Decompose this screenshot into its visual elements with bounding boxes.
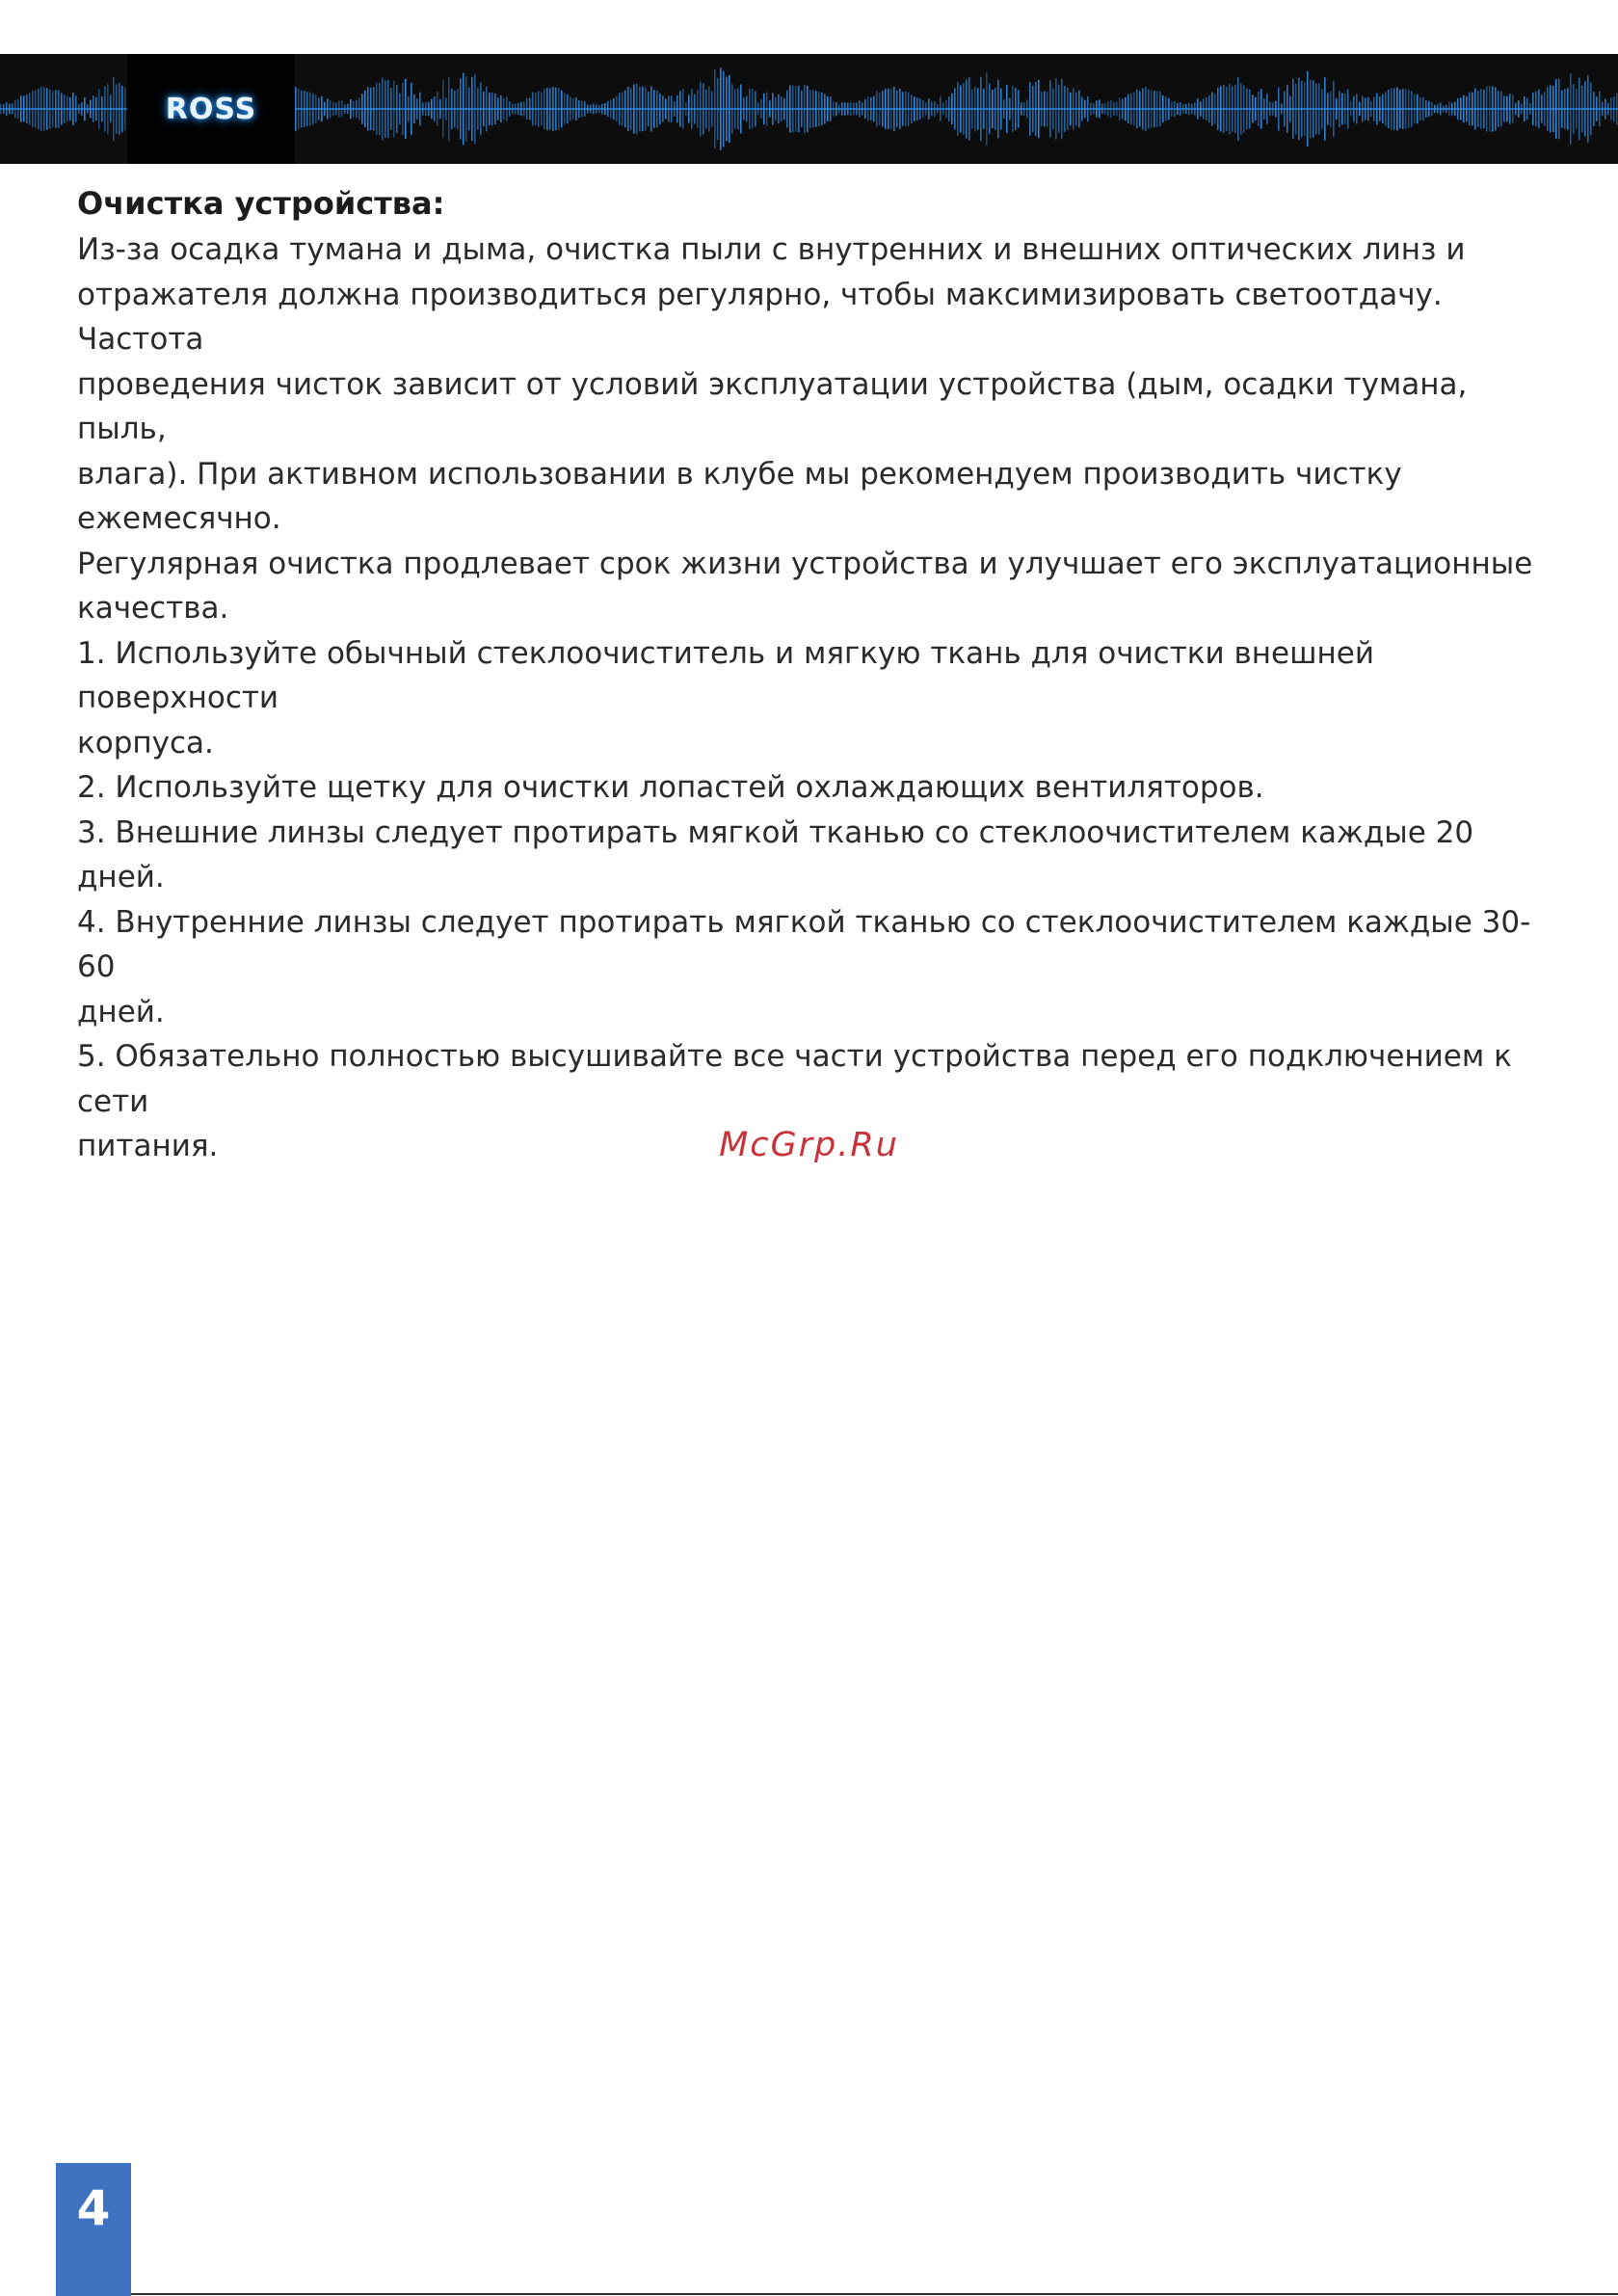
watermark: McGrp.Ru: [719, 1126, 899, 1164]
main-content: [77, 181, 1561, 1169]
list-item-5: 5. Обязательно полностью высушивайте все части устройства перед его подключением к сети: [77, 1039, 1512, 1119]
text-line-6: качества.: [77, 591, 229, 626]
text-line-2: отражателя должна производиться регулярно, чтобы максимизировать светоотдачу. Частота: [77, 277, 1443, 357]
list-item-1: 1. Используйте обычный стеклоочиститель и мягкую ткань для очистки внешней поверхности: [77, 635, 1374, 715]
list-item-2: 2. Используйте щетку для очистки лопастей охлаждающих вентиляторов.: [77, 770, 1264, 805]
text-line-1: Из-за осадка тумана и дыма, очистка пыли с внутренних и внешних оптических линз и: [77, 232, 1466, 267]
list-item-4: 4. Внутренние линзы следует протирать мягкой тканью со стеклоочистителем каждые 30-60: [77, 904, 1531, 984]
header-banner: [0, 54, 1618, 164]
text-line-4: влага). При активном использовании в клубе мы рекомендуем производить чистку ежемесячно.: [77, 456, 1402, 536]
footer-divider: [131, 2293, 1618, 2295]
list-item-4-cont: дней.: [77, 994, 165, 1029]
list-item-5-cont: питания.: [77, 1129, 219, 1163]
text-line-5: Регулярная очистка продлевает срок жизни устройства и улучшает его эксплуатационные: [77, 546, 1533, 581]
page-number-box: [56, 2163, 131, 2296]
section-title: Очистка устройства:: [77, 185, 445, 222]
page-number: 4: [76, 2180, 111, 2236]
logo-text: ROSS: [165, 92, 257, 126]
logo: [127, 54, 295, 164]
list-item-1-cont: корпуса.: [77, 725, 214, 761]
text-line-3: проведения чисток зависит от условий эксплуатации устройства (дым, осадки тумана, пыль,: [77, 366, 1468, 446]
list-item-3: 3. Внешние линзы следует протирать мягкой тканью со стеклоочистителем каждые 20 дней.: [77, 814, 1474, 894]
